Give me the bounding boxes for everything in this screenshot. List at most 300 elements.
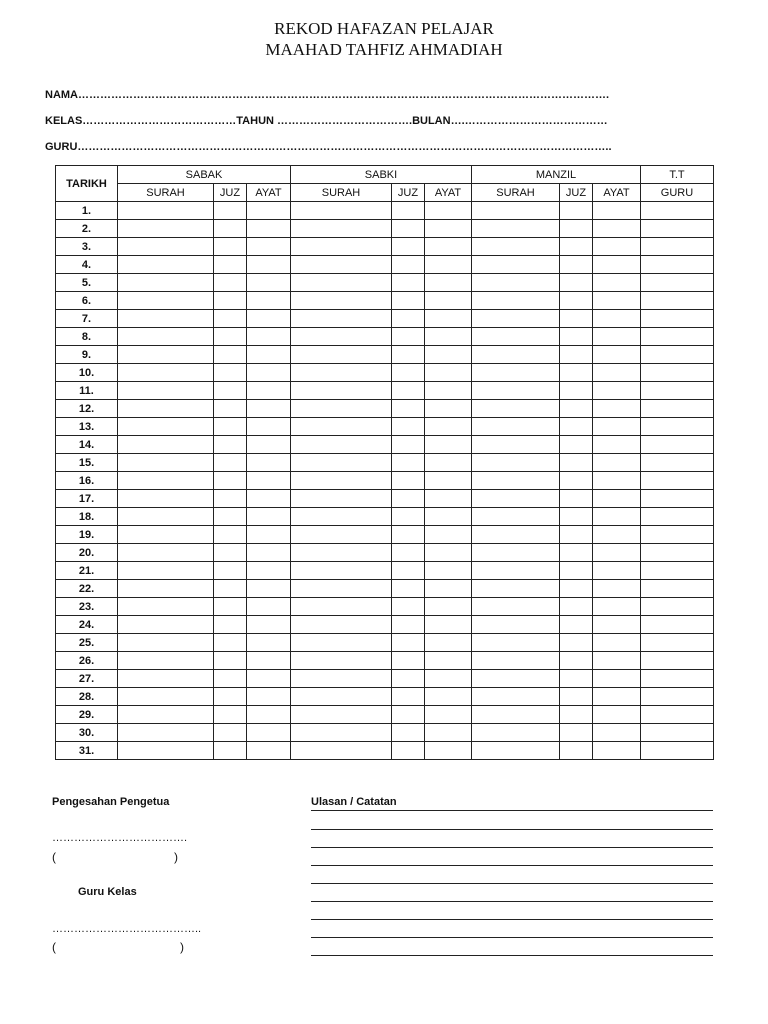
blank-cell	[593, 238, 641, 256]
row-number: 27.	[56, 670, 118, 688]
blank-cell	[392, 688, 425, 706]
blank-cell	[247, 724, 291, 742]
row-number: 20.	[56, 544, 118, 562]
table-row	[56, 652, 714, 670]
blank-cell	[425, 382, 472, 400]
blank-cell	[392, 544, 425, 562]
blank-cell	[291, 274, 392, 292]
blank-cell	[247, 238, 291, 256]
catatan-line	[311, 847, 713, 848]
blank-cell	[118, 616, 214, 634]
blank-cell	[247, 202, 291, 220]
blank-cell	[118, 526, 214, 544]
blank-cell	[118, 652, 214, 670]
blank-cell	[118, 346, 214, 364]
row-number: 2.	[56, 220, 118, 238]
blank-cell	[560, 544, 593, 562]
blank-cell	[593, 202, 641, 220]
row-number: 24.	[56, 616, 118, 634]
blank-cell	[118, 598, 214, 616]
blank-cell	[214, 346, 247, 364]
blank-cell	[392, 616, 425, 634]
blank-cell	[425, 670, 472, 688]
blank-cell	[247, 256, 291, 274]
table-row	[56, 724, 714, 742]
blank-cell	[472, 202, 560, 220]
catatan-line	[311, 901, 713, 902]
blank-cell	[291, 706, 392, 724]
blank-cell	[472, 634, 560, 652]
blank-cell	[291, 472, 392, 490]
guru-kelas-paren-close: )	[180, 940, 184, 954]
table-row	[56, 598, 714, 616]
blank-cell	[425, 634, 472, 652]
blank-cell	[291, 526, 392, 544]
sabki-surah-header: SURAH	[291, 184, 392, 202]
blank-cell	[247, 562, 291, 580]
blank-cell	[214, 652, 247, 670]
row-number: 13.	[56, 418, 118, 436]
blank-cell	[641, 634, 714, 652]
blank-cell	[291, 400, 392, 418]
blank-cell	[118, 562, 214, 580]
blank-cell	[560, 580, 593, 598]
blank-cell	[247, 472, 291, 490]
blank-cell	[560, 346, 593, 364]
guru-kelas-label: Guru Kelas	[78, 886, 137, 898]
blank-cell	[392, 382, 425, 400]
blank-cell	[593, 706, 641, 724]
blank-cell	[247, 634, 291, 652]
blank-cell	[593, 526, 641, 544]
blank-cell	[247, 454, 291, 472]
blank-cell	[472, 238, 560, 256]
blank-cell	[560, 526, 593, 544]
blank-cell	[560, 454, 593, 472]
blank-cell	[593, 274, 641, 292]
blank-cell	[118, 508, 214, 526]
blank-cell	[214, 274, 247, 292]
blank-cell	[641, 652, 714, 670]
blank-cell	[641, 580, 714, 598]
blank-cell	[291, 742, 392, 760]
blank-cell	[425, 346, 472, 364]
catatan-line	[311, 919, 713, 920]
blank-cell	[641, 418, 714, 436]
pengetua-signature-dots: ……………………………….	[52, 832, 188, 844]
blank-cell	[392, 562, 425, 580]
blank-cell	[291, 562, 392, 580]
catatan-line	[311, 865, 713, 866]
blank-cell	[593, 634, 641, 652]
blank-cell	[247, 346, 291, 364]
blank-cell	[641, 310, 714, 328]
blank-cell	[118, 634, 214, 652]
blank-cell	[641, 220, 714, 238]
blank-cell	[291, 238, 392, 256]
blank-cell	[214, 418, 247, 436]
blank-cell	[118, 274, 214, 292]
blank-cell	[214, 238, 247, 256]
blank-cell	[118, 454, 214, 472]
blank-cell	[641, 490, 714, 508]
blank-cell	[472, 526, 560, 544]
blank-cell	[593, 508, 641, 526]
blank-cell	[560, 292, 593, 310]
blank-cell	[247, 598, 291, 616]
blank-cell	[118, 706, 214, 724]
blank-cell	[425, 706, 472, 724]
blank-cell	[425, 580, 472, 598]
blank-cell	[472, 580, 560, 598]
sabki-ayat-header: AYAT	[425, 184, 472, 202]
blank-cell	[560, 490, 593, 508]
blank-cell	[472, 292, 560, 310]
blank-cell	[214, 292, 247, 310]
blank-cell	[118, 580, 214, 598]
blank-cell	[560, 400, 593, 418]
blank-cell	[641, 364, 714, 382]
blank-cell	[560, 238, 593, 256]
blank-cell	[392, 256, 425, 274]
document-subtitle: MAAHAD TAHFIZ AHMADIAH	[265, 40, 503, 59]
blank-cell	[560, 616, 593, 634]
blank-cell	[641, 328, 714, 346]
blank-cell	[392, 580, 425, 598]
blank-cell	[291, 634, 392, 652]
table-row	[56, 382, 714, 400]
blank-cell	[641, 256, 714, 274]
manzil-ayat-header: AYAT	[593, 184, 641, 202]
table-row	[56, 490, 714, 508]
blank-cell	[593, 562, 641, 580]
table-row	[56, 454, 714, 472]
row-number: 30.	[56, 724, 118, 742]
table-row	[56, 436, 714, 454]
table-row	[56, 274, 714, 292]
blank-cell	[593, 580, 641, 598]
kelas-tahun-bulan-field: KELAS……………………………………TAHUN ……………………………….BULAN….…………………………………	[45, 115, 608, 127]
blank-cell	[593, 598, 641, 616]
blank-cell	[560, 364, 593, 382]
blank-cell	[593, 292, 641, 310]
row-number: 16.	[56, 472, 118, 490]
blank-cell	[291, 436, 392, 454]
pengetua-paren-close: )	[174, 850, 178, 864]
table-row	[56, 220, 714, 238]
blank-cell	[118, 292, 214, 310]
hafazan-record-table	[55, 165, 714, 760]
blank-cell	[247, 364, 291, 382]
blank-cell	[291, 454, 392, 472]
blank-cell	[118, 742, 214, 760]
blank-cell	[560, 418, 593, 436]
blank-cell	[472, 706, 560, 724]
blank-cell	[291, 724, 392, 742]
blank-cell	[560, 742, 593, 760]
blank-cell	[392, 310, 425, 328]
blank-cell	[593, 454, 641, 472]
blank-cell	[593, 328, 641, 346]
blank-cell	[392, 328, 425, 346]
row-number: 23.	[56, 598, 118, 616]
blank-cell	[472, 616, 560, 634]
blank-cell	[291, 670, 392, 688]
blank-cell	[560, 724, 593, 742]
table-row	[56, 364, 714, 382]
blank-cell	[593, 364, 641, 382]
row-number: 19.	[56, 526, 118, 544]
blank-cell	[425, 238, 472, 256]
blank-cell	[392, 526, 425, 544]
blank-cell	[392, 274, 425, 292]
catatan-line	[311, 937, 713, 938]
blank-cell	[593, 724, 641, 742]
blank-cell	[425, 328, 472, 346]
blank-cell	[247, 382, 291, 400]
blank-cell	[560, 256, 593, 274]
blank-cell	[214, 202, 247, 220]
blank-cell	[118, 256, 214, 274]
blank-cell	[425, 616, 472, 634]
blank-cell	[560, 472, 593, 490]
table-row	[56, 616, 714, 634]
guru-field: GURU………………………………………………………………………………………………………………………………..	[45, 141, 612, 153]
blank-cell	[247, 526, 291, 544]
blank-cell	[593, 544, 641, 562]
blank-cell	[214, 382, 247, 400]
blank-cell	[214, 688, 247, 706]
table-row	[56, 562, 714, 580]
blank-cell	[593, 346, 641, 364]
blank-cell	[291, 292, 392, 310]
blank-cell	[392, 706, 425, 724]
blank-cell	[214, 454, 247, 472]
blank-cell	[247, 418, 291, 436]
blank-cell	[392, 364, 425, 382]
blank-cell	[641, 436, 714, 454]
table-row	[56, 544, 714, 562]
blank-cell	[392, 652, 425, 670]
blank-cell	[641, 526, 714, 544]
blank-cell	[472, 382, 560, 400]
blank-cell	[291, 328, 392, 346]
blank-cell	[641, 724, 714, 742]
row-number: 29.	[56, 706, 118, 724]
blank-cell	[247, 310, 291, 328]
blank-cell	[291, 202, 392, 220]
blank-cell	[472, 274, 560, 292]
blank-cell	[392, 436, 425, 454]
blank-cell	[291, 382, 392, 400]
row-number: 5.	[56, 274, 118, 292]
blank-cell	[425, 274, 472, 292]
blank-cell	[392, 472, 425, 490]
blank-cell	[392, 742, 425, 760]
row-number: 22.	[56, 580, 118, 598]
blank-cell	[214, 220, 247, 238]
blank-cell	[472, 742, 560, 760]
row-number: 12.	[56, 400, 118, 418]
blank-cell	[425, 418, 472, 436]
blank-cell	[291, 310, 392, 328]
blank-cell	[247, 616, 291, 634]
guru-kelas-paren-open: (	[52, 940, 56, 954]
blank-cell	[472, 220, 560, 238]
blank-cell	[118, 364, 214, 382]
blank-cell	[291, 616, 392, 634]
pengetua-paren-open: (	[52, 850, 56, 864]
blank-cell	[214, 580, 247, 598]
blank-cell	[472, 670, 560, 688]
row-number: 14.	[56, 436, 118, 454]
blank-cell	[641, 400, 714, 418]
row-number: 7.	[56, 310, 118, 328]
table-row	[56, 346, 714, 364]
blank-cell	[641, 688, 714, 706]
blank-cell	[214, 634, 247, 652]
blank-cell	[425, 472, 472, 490]
table-row	[56, 310, 714, 328]
blank-cell	[472, 346, 560, 364]
blank-cell	[593, 220, 641, 238]
blank-cell	[641, 346, 714, 364]
blank-cell	[641, 454, 714, 472]
blank-cell	[118, 724, 214, 742]
blank-cell	[392, 238, 425, 256]
blank-cell	[593, 616, 641, 634]
blank-cell	[560, 274, 593, 292]
blank-cell	[593, 310, 641, 328]
blank-cell	[425, 544, 472, 562]
table-row	[56, 418, 714, 436]
blank-cell	[291, 256, 392, 274]
tt-header: T.T	[641, 166, 714, 184]
blank-cell	[214, 436, 247, 454]
blank-cell	[118, 490, 214, 508]
blank-cell	[392, 346, 425, 364]
table-row	[56, 472, 714, 490]
blank-cell	[641, 562, 714, 580]
sabak-ayat-header: AYAT	[247, 184, 291, 202]
blank-cell	[291, 688, 392, 706]
blank-cell	[247, 688, 291, 706]
blank-cell	[425, 526, 472, 544]
blank-cell	[392, 292, 425, 310]
table-row	[56, 670, 714, 688]
blank-cell	[560, 688, 593, 706]
blank-cell	[472, 400, 560, 418]
blank-cell	[291, 418, 392, 436]
blank-cell	[472, 364, 560, 382]
blank-cell	[641, 274, 714, 292]
catatan-line	[311, 955, 713, 956]
catatan-line	[311, 883, 713, 884]
blank-cell	[247, 670, 291, 688]
blank-cell	[425, 490, 472, 508]
blank-cell	[291, 364, 392, 382]
blank-cell	[214, 742, 247, 760]
blank-cell	[118, 436, 214, 454]
blank-cell	[425, 256, 472, 274]
row-number: 17.	[56, 490, 118, 508]
blank-cell	[247, 706, 291, 724]
blank-cell	[291, 220, 392, 238]
blank-cell	[247, 328, 291, 346]
sabki-juz-header: JUZ	[392, 184, 425, 202]
blank-cell	[472, 256, 560, 274]
blank-cell	[560, 310, 593, 328]
row-number: 21.	[56, 562, 118, 580]
table-row	[56, 688, 714, 706]
blank-cell	[472, 598, 560, 616]
blank-cell	[425, 400, 472, 418]
blank-cell	[472, 328, 560, 346]
blank-cell	[593, 382, 641, 400]
tarikh-header: TARIKH	[56, 166, 118, 202]
blank-cell	[291, 544, 392, 562]
blank-cell	[214, 400, 247, 418]
blank-cell	[472, 544, 560, 562]
blank-cell	[593, 670, 641, 688]
blank-cell	[214, 364, 247, 382]
row-number: 11.	[56, 382, 118, 400]
blank-cell	[560, 382, 593, 400]
blank-cell	[247, 436, 291, 454]
blank-cell	[247, 400, 291, 418]
blank-cell	[118, 544, 214, 562]
blank-cell	[593, 688, 641, 706]
blank-cell	[560, 562, 593, 580]
blank-cell	[425, 454, 472, 472]
blank-cell	[247, 544, 291, 562]
ulasan-label: Ulasan / Catatan	[311, 796, 397, 808]
blank-cell	[118, 310, 214, 328]
blank-cell	[593, 400, 641, 418]
row-number: 15.	[56, 454, 118, 472]
blank-cell	[425, 742, 472, 760]
blank-cell	[425, 724, 472, 742]
blank-cell	[560, 652, 593, 670]
row-number: 6.	[56, 292, 118, 310]
row-number: 31.	[56, 742, 118, 760]
blank-cell	[214, 724, 247, 742]
blank-cell	[247, 652, 291, 670]
blank-cell	[291, 652, 392, 670]
blank-cell	[472, 310, 560, 328]
blank-cell	[247, 274, 291, 292]
blank-cell	[472, 418, 560, 436]
table-row	[56, 706, 714, 724]
blank-cell	[560, 706, 593, 724]
blank-cell	[247, 292, 291, 310]
blank-cell	[214, 526, 247, 544]
blank-cell	[214, 616, 247, 634]
blank-cell	[560, 436, 593, 454]
blank-cell	[641, 382, 714, 400]
row-number: 10.	[56, 364, 118, 382]
blank-cell	[118, 418, 214, 436]
row-number: 8.	[56, 328, 118, 346]
blank-cell	[392, 490, 425, 508]
blank-cell	[560, 634, 593, 652]
nama-field: NAMA……………………………………………………………………………………………………………………………….	[45, 89, 610, 101]
table-row	[56, 580, 714, 598]
blank-cell	[560, 508, 593, 526]
blank-cell	[291, 580, 392, 598]
blank-cell	[425, 292, 472, 310]
blank-cell	[392, 202, 425, 220]
